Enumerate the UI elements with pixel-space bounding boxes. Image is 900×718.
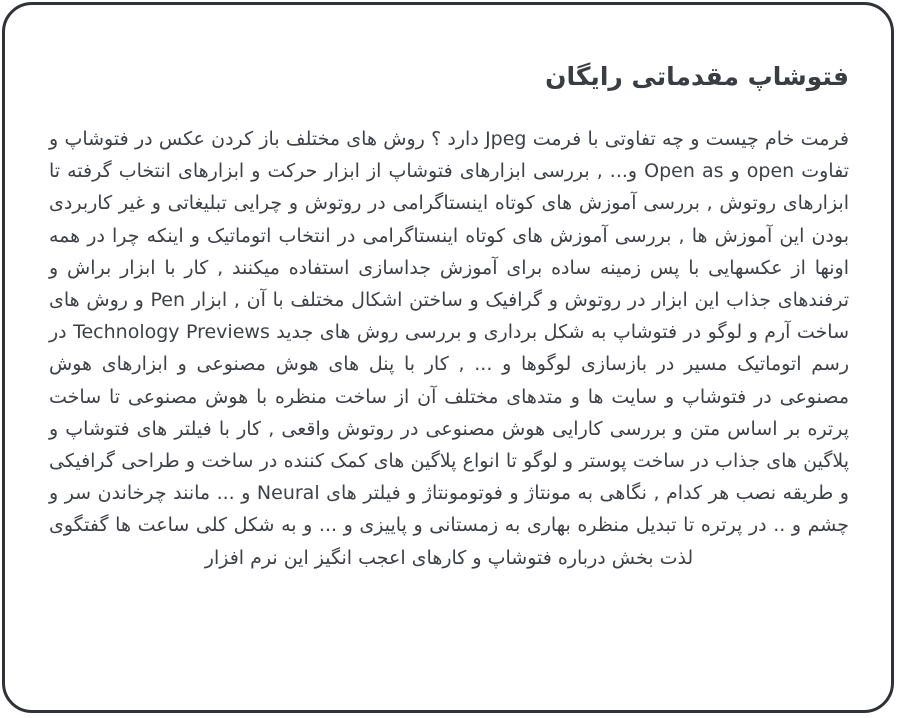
card-description: فرمت خام چیست و چه تفاوتی با فرمت Jpeg دارد ؟ روش های مختلف باز کردن عکس در فتوشاپ و تفاوت open و Open as و... , بررسی ابزارهای فتوشاپ از ابزار حرکت و ابزارهای انتخاب گرفته تا ابزارهای روتوش , بررسی آموزش های کوتاه اینستاگرامی در روتوش و چرایی تبلیغاتی و غیر کاربردی بودن این آموزش ها , بررسی آموزش های کوتاه اینستاگرامی در انتخاب اتوماتیک و اینکه چرا در همه اونها از عکسهایی با پس زمینه ساده برای آموزش جداسازی استفاده میکنند , کار با ابزار براش و ترفندهای جذاب این ابزار در روتوش و گرافیک و ساختن اشکال مختلف با آن , ابزار Pen و روش های ساخت آرم و لوگو در فتوشاپ به شکل برداری و بررسی روش های جدید Technology Previews در رسم اتوماتیک مسیر در بازسازی لوگوها و ... , کار با پنل های هوش مصنوعی و ابزارهای هوش مصنوعی در فتوشاپ و سایت ها و متدهای مختلف آن از ساخت منظره با هوش مصنوعی تا ساخت پرتره بر اساس متن و بررسی کارایی هوش مصنوعی در روتوش واقعی , کار با فیلتر های فتوشاپ و پلاگین های جذاب در ساخت پوستر و لوگو تا انواع پلاگین های کمک کننده در ساخت و طراحی گرافیکی و طریقه نصب هر کدام , نگاهی به مونتاژ و فوتومونتاژ و فیلتر های Neural و ... مانند چرخاندن سر و چشم و .. در پرتره تا تبدیل منظره بهاری به زمستانی و پاییزی و ... و به شکل کلی ساعت ها گفتگوی لذت بخش درباره فتوشاپ و کارهای اعجب انگیز این نرم افزار xyxy=(49,128,850,569)
card-title: فتوشاپ مقدماتی رایگان xyxy=(545,62,849,91)
course-card xyxy=(2,2,894,713)
